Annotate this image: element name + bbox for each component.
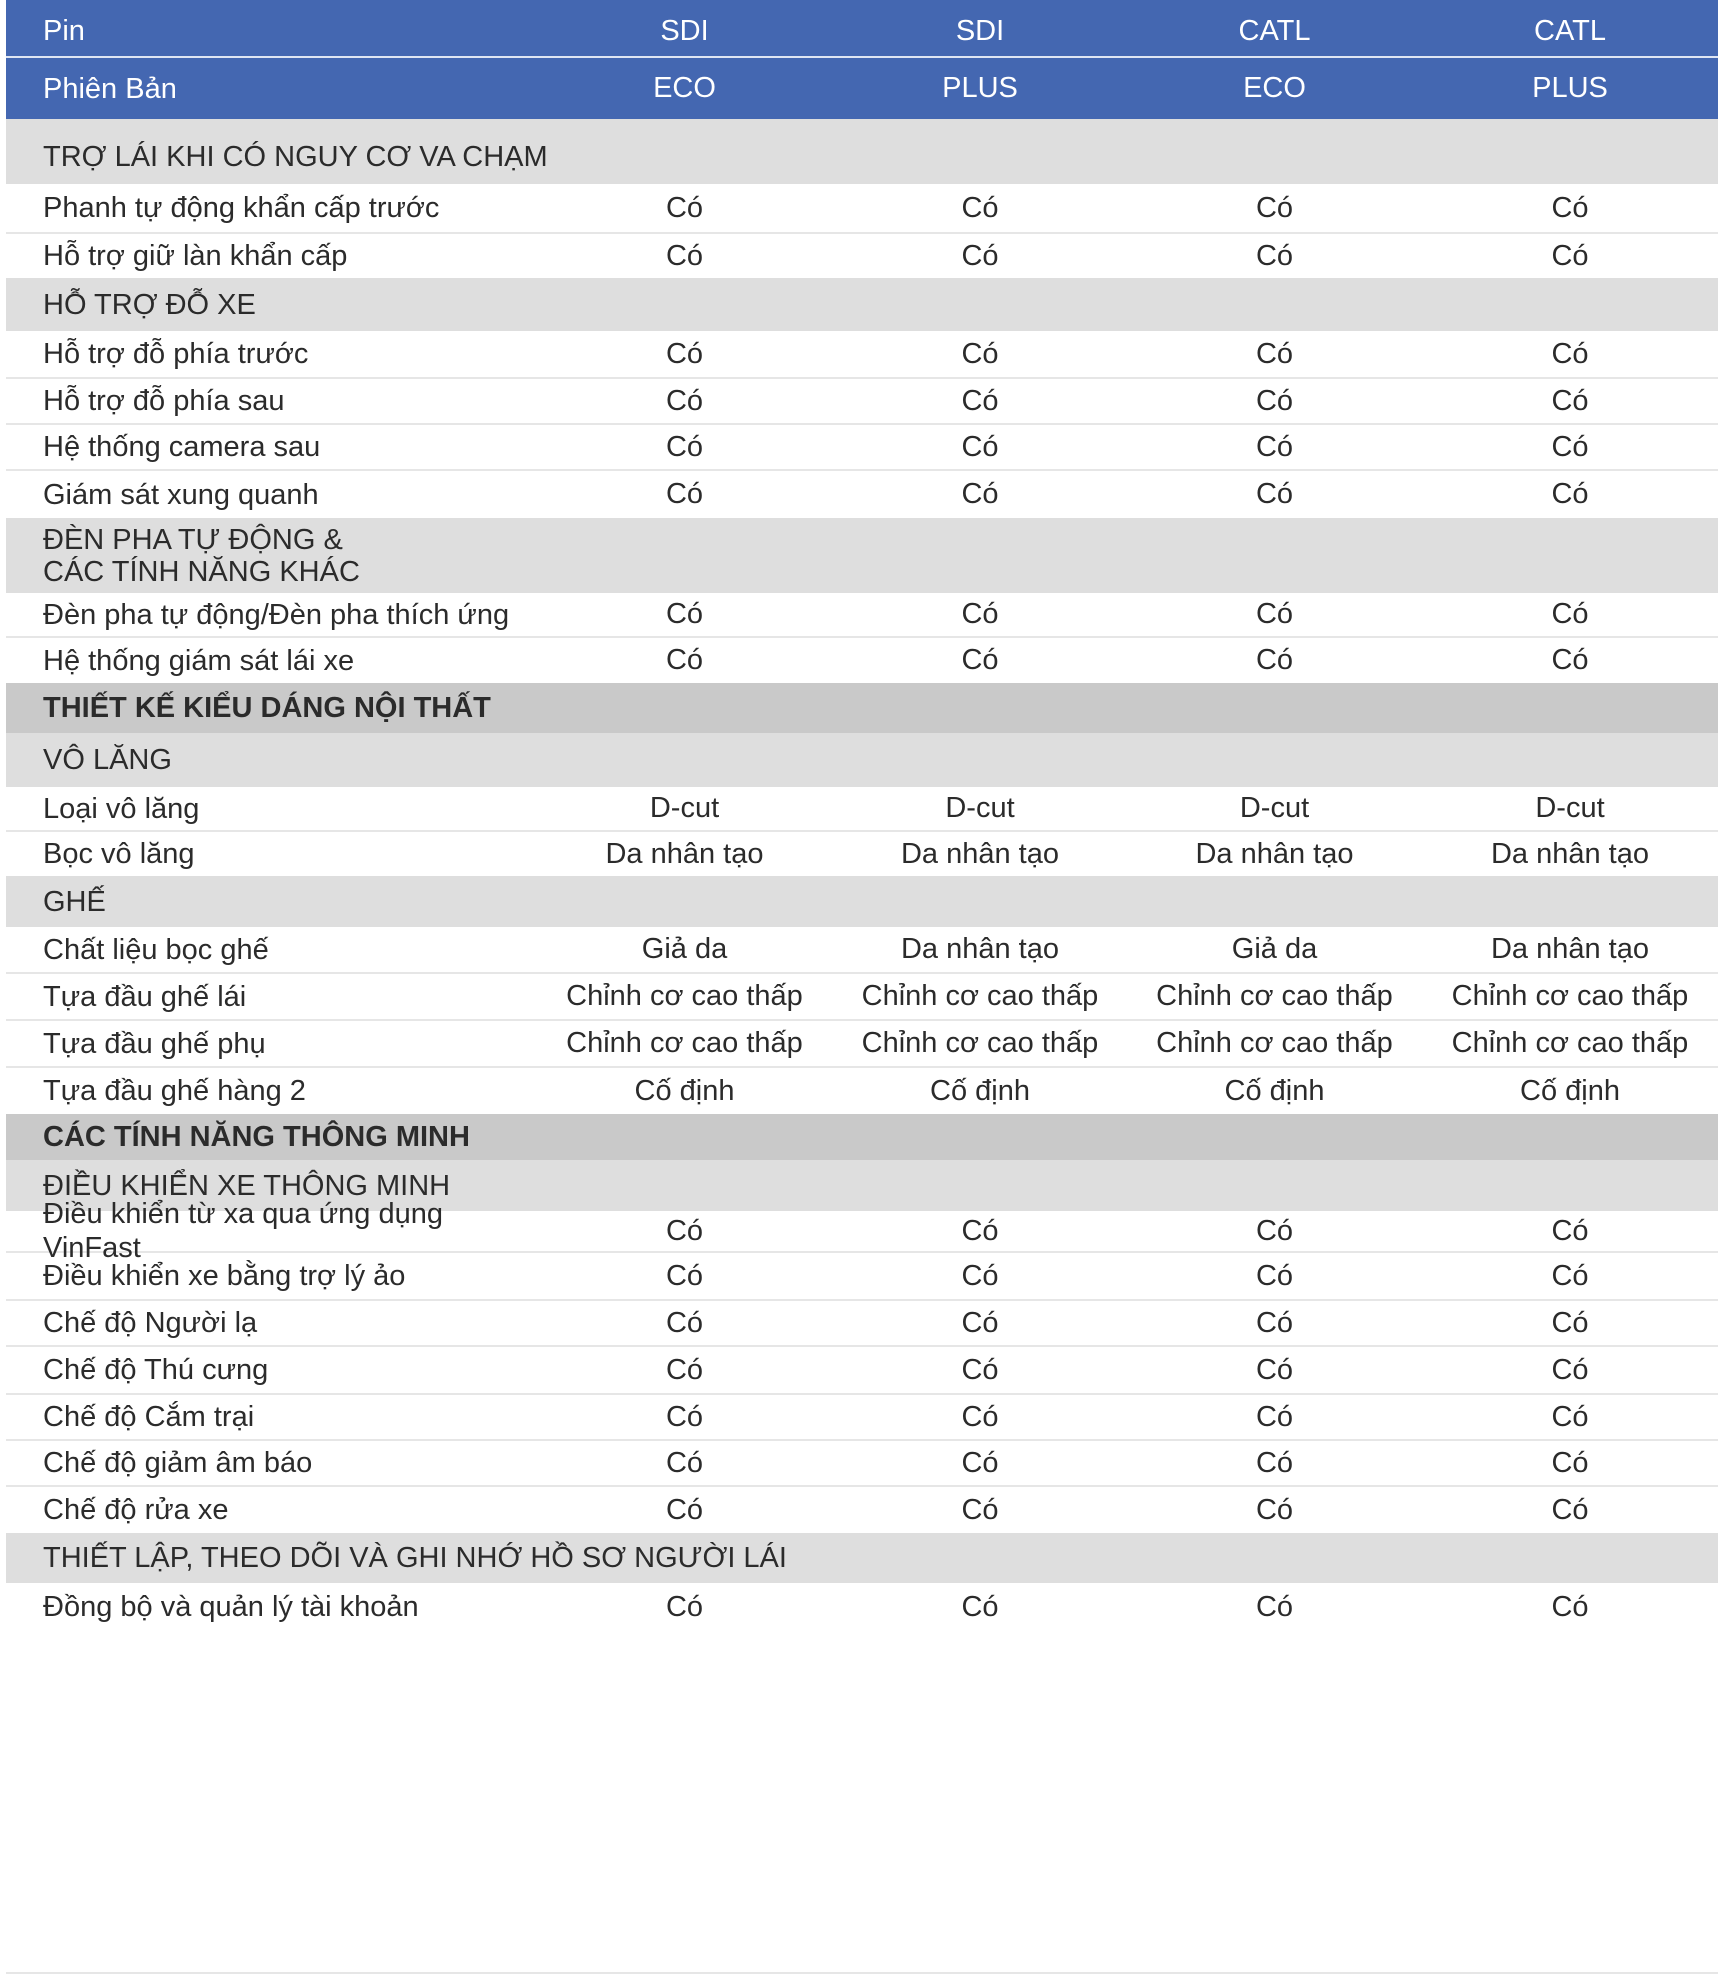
row-value: Chỉnh cơ cao thấp: [1451, 980, 1689, 1012]
row-value: Có: [961, 644, 999, 676]
table-row: [6, 1395, 1718, 1441]
row-value: Giả da: [1231, 933, 1318, 965]
row-value: Có: [961, 191, 999, 224]
section-title-line: ĐÈN PHA TỰ ĐỘNG &: [43, 523, 343, 556]
row-value: Có: [961, 337, 999, 370]
section-title: HỖ TRỢ ĐỖ XE: [43, 288, 256, 321]
header-row-version: [6, 58, 1718, 119]
row-value: Da nhân tạo: [1195, 837, 1354, 870]
row-label: Chế độ Người lạ: [43, 1307, 258, 1339]
header-cell: CATL: [1534, 14, 1606, 47]
row-label: Hỗ trợ giữ làn khẩn cấp: [43, 240, 348, 272]
row-value: Cố định: [1520, 1074, 1620, 1107]
row-label: Chế độ rửa xe: [43, 1494, 229, 1526]
major-section-title: THIẾT KẾ KIỂU DÁNG NỘI THẤT: [43, 692, 491, 724]
row-value: Có: [961, 1353, 999, 1386]
table-row: [6, 638, 1718, 683]
row-value: Có: [665, 337, 704, 370]
table-row: [6, 471, 1718, 518]
row-value: Da nhân tạo: [900, 837, 1059, 870]
row-value: Da nhân tạo: [900, 933, 1059, 965]
row-value: Có: [1255, 1590, 1294, 1623]
row-value: Cố định: [930, 1074, 1030, 1107]
section-title-line: CÁC TÍNH NĂNG KHÁC: [43, 555, 360, 588]
row-value: D-cut: [1239, 792, 1310, 824]
header-label: Pin: [43, 15, 85, 47]
row-value: Có: [961, 1493, 999, 1526]
row-label: Đồng bộ và quản lý tài khoản: [43, 1591, 419, 1623]
row-value: Có: [961, 1259, 999, 1292]
row-value: Chỉnh cơ cao thấp: [861, 980, 1099, 1012]
table-row: [6, 1487, 1718, 1533]
row-value: Có: [1551, 1306, 1589, 1339]
header-label: Phiên Bản: [43, 72, 177, 105]
header-cell: PLUS: [942, 72, 1018, 104]
row-label: Hệ thống giám sát lái xe: [43, 644, 355, 677]
row-label: Hỗ trợ đỗ phía trước: [43, 338, 309, 370]
row-value: Chỉnh cơ cao thấp: [1156, 1027, 1393, 1059]
row-value: Cố định: [634, 1074, 735, 1107]
row-value: Có: [961, 1590, 999, 1623]
row-value: Có: [961, 598, 999, 630]
row-label: Hệ thống camera sau: [43, 431, 321, 463]
table-row: [6, 974, 1718, 1021]
row-value: Có: [1255, 191, 1294, 224]
row-value: Có: [1255, 1353, 1294, 1386]
row-value: Có: [1551, 1259, 1589, 1292]
section-header: [6, 119, 1718, 184]
row-value: Có: [665, 644, 704, 676]
row-value: Chỉnh cơ cao thấp: [566, 1027, 803, 1059]
row-value: Có: [1255, 430, 1294, 463]
major-section-header: [6, 683, 1718, 733]
section-title: VÔ LĂNG: [43, 744, 172, 776]
section-header: [6, 876, 1718, 927]
row-value: Có: [1255, 1259, 1294, 1292]
row-value: Có: [665, 1306, 704, 1339]
table-row: [6, 1441, 1718, 1487]
table-row: [6, 832, 1718, 876]
row-value: Có: [665, 1590, 704, 1623]
section-title: [6, 524, 360, 588]
row-value: D-cut: [1535, 792, 1605, 824]
row-label: Hỗ trợ đỗ phía sau: [43, 385, 285, 417]
row-value: Có: [1255, 598, 1294, 630]
row-value: Có: [1551, 1353, 1589, 1386]
table-row: [6, 1583, 1718, 1631]
row-value: Có: [1551, 1493, 1589, 1526]
header-cell: CATL: [1238, 14, 1311, 47]
row-value: Có: [1255, 1446, 1294, 1479]
row-value: Có: [961, 384, 999, 417]
row-value: Có: [1551, 1446, 1589, 1479]
header-cell: ECO: [1243, 72, 1306, 104]
row-value: Có: [1551, 239, 1589, 272]
table-row: [6, 1021, 1718, 1068]
row-value: Chỉnh cơ cao thấp: [566, 980, 803, 1012]
section-title: GHẾ: [43, 885, 106, 918]
table-row: [6, 787, 1718, 832]
row-label: Chế độ Thú cưng: [43, 1354, 269, 1386]
header-cell: PLUS: [1532, 72, 1608, 104]
row-label: Điều khiển xe bằng trợ lý ảo: [43, 1260, 406, 1292]
row-value: D-cut: [945, 792, 1015, 824]
row-value: Chỉnh cơ cao thấp: [1451, 1027, 1689, 1059]
row-value: Có: [665, 430, 704, 463]
row-label: Điều khiển từ xa qua ứng dụng VinFast: [43, 1198, 443, 1264]
row-value: Có: [665, 1353, 704, 1386]
section-title: THIẾT LẬP, THEO DÕI VÀ GHI NHỚ HỒ SƠ NGƯỜI LÁI: [43, 1542, 787, 1574]
header-row-battery: [6, 0, 1718, 58]
row-value: Giả da: [641, 933, 728, 965]
row-value: Có: [1255, 644, 1294, 676]
row-value: Có: [1551, 384, 1589, 417]
row-value: Có: [961, 1400, 999, 1433]
table-row: [6, 1198, 1718, 1264]
row-label: Loại vô lăng: [43, 792, 200, 825]
row-value: Có: [1255, 239, 1294, 272]
row-label: Tựa đầu ghế lái: [43, 980, 247, 1013]
row-value: Cố định: [1224, 1074, 1325, 1107]
section-header: [6, 733, 1718, 787]
row-value: Có: [1255, 1400, 1294, 1433]
row-value: Có: [665, 384, 704, 417]
table-bottom-divider: [6, 1972, 1718, 1974]
row-value: Có: [665, 1446, 704, 1479]
row-value: Có: [961, 430, 999, 463]
section-header: [6, 278, 1718, 331]
row-value: Có: [665, 1400, 704, 1433]
table-row: [6, 1253, 1718, 1301]
row-value: Có: [665, 478, 704, 510]
row-value: Có: [1255, 1214, 1294, 1247]
row-value: Có: [665, 598, 704, 630]
row-value: Có: [665, 1214, 704, 1247]
row-label: Chế độ Cắm trại: [43, 1401, 255, 1433]
row-value: Có: [1255, 1306, 1294, 1339]
row-value: Có: [1255, 337, 1294, 370]
table-row: [6, 1347, 1718, 1395]
section-title: TRỢ LÁI KHI CÓ NGUY CƠ VA CHẠM: [43, 140, 548, 173]
table-row: [6, 1068, 1718, 1114]
section-title: ĐIỀU KHIỂN XE THÔNG MINH: [43, 1169, 451, 1202]
row-value: Da nhân tạo: [1490, 837, 1649, 870]
table-row: [6, 184, 1718, 234]
row-label: Tựa đầu ghế hàng 2: [43, 1075, 306, 1107]
row-label: Phanh tự động khẩn cấp trước: [43, 192, 440, 224]
row-value: Da nhân tạo: [1490, 933, 1649, 965]
row-value: Có: [665, 239, 704, 272]
row-label: Đèn pha tự động/Đèn pha thích ứng: [43, 598, 510, 631]
table-row: [6, 425, 1718, 471]
row-value: Chỉnh cơ cao thấp: [861, 1027, 1099, 1059]
header-cell: ECO: [653, 72, 716, 104]
section-header: [6, 1533, 1718, 1583]
row-value: Có: [961, 1306, 999, 1339]
row-value: Có: [1551, 644, 1589, 676]
table-row: [6, 331, 1718, 379]
spec-table: [6, 0, 1718, 1631]
row-value: Chỉnh cơ cao thấp: [1156, 980, 1393, 1012]
row-value: Có: [1551, 1400, 1589, 1433]
row-value: Có: [1255, 1493, 1294, 1526]
row-label: Chất liệu bọc ghế: [43, 933, 269, 966]
row-value: Có: [1551, 478, 1589, 510]
row-value: Có: [1551, 1214, 1589, 1247]
row-value: Có: [1551, 1590, 1589, 1623]
row-value: Có: [1255, 478, 1294, 510]
row-value: Có: [665, 191, 704, 224]
row-value: Có: [961, 1214, 999, 1247]
row-value: Có: [1551, 430, 1589, 463]
table-row: [6, 234, 1718, 278]
row-value: Da nhân tạo: [605, 837, 764, 870]
header-cell: SDI: [660, 14, 709, 47]
row-label: Bọc vô lăng: [43, 838, 195, 870]
row-label: Chế độ giảm âm báo: [43, 1447, 313, 1479]
row-value: Có: [665, 1259, 704, 1292]
row-value: Có: [665, 1493, 704, 1526]
table-row: [6, 379, 1718, 425]
row-label: Tựa đầu ghế phụ: [43, 1027, 266, 1060]
table-row: [6, 593, 1718, 638]
row-value: D-cut: [649, 792, 720, 824]
row-value: Có: [1551, 337, 1589, 370]
section-header: [6, 518, 1718, 593]
row-label: Giám sát xung quanh: [43, 478, 319, 511]
row-value: Có: [1551, 598, 1589, 630]
row-value: Có: [961, 239, 999, 272]
row-value: Có: [1255, 384, 1294, 417]
row-value: Có: [1551, 191, 1589, 224]
row-value: Có: [961, 1446, 999, 1479]
major-section-title: CÁC TÍNH NĂNG THÔNG MINH: [43, 1121, 470, 1153]
row-value: Có: [961, 478, 999, 510]
major-section-header: [6, 1114, 1718, 1160]
table-row: [6, 927, 1718, 974]
table-row: [6, 1301, 1718, 1347]
header-cell: SDI: [955, 14, 1005, 47]
